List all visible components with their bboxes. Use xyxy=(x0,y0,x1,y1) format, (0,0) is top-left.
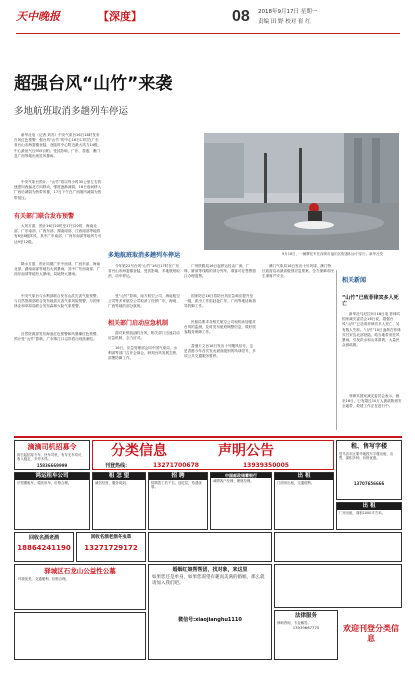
ad-legal: 法律服务 律师咨询，专业解答。 13939667775 xyxy=(274,610,338,660)
paragraph: 今年第22号台风“山竹”16日17时在广东省台山市海宴镇登陆，受其影响，多地航班取消、动车停运。 xyxy=(108,264,180,279)
subheadline: 多地航班取消多趟列车停运 xyxy=(14,106,129,117)
ad-rent: 租 怎 望 诚信经营，服务周到。 xyxy=(92,472,146,530)
section-name: 【深度】 xyxy=(98,10,142,23)
date-line: 2018年9月17日 星期一 xyxy=(258,9,318,15)
paragraph: 国家防总16日将防台风应急响应提升至一级，派出工作组赶赴广东、广西等地协助指导防御工作。 xyxy=(184,294,256,309)
paragraph: 香港天文台16日发出十号飓风信号，这是香港今年首次发出最高级别的风球信号，多项公共交通服务暂停。 xyxy=(184,344,256,359)
paragraph: 澳门气象局16日发出十号风球，澳门特区政府启动最高级别应急预案，全力保障市民生命财产安全。 xyxy=(262,264,334,279)
newspaper-logo: 天中晚报 xyxy=(16,10,60,23)
ad-grid-cell xyxy=(148,532,272,562)
paragraph: 中央气象台预计，“山竹”将以每小时30公里左右的速度向西偏北方向移动，强度逐渐减弱，16日夜间移入广西后减弱为热带风暴，17日下午在广西境内减弱为热带低压。 xyxy=(14,180,102,200)
ad-recycle-cordyceps: 回收名酒老酒冬虫草 13271729172 xyxy=(76,532,146,562)
ad-recycle-liquor: 回收名酒老酒 18864241190 xyxy=(14,532,74,562)
header-rule xyxy=(16,33,400,34)
paragraph: 大风方面，预计16日20时至17日20时，海南北部、广东南部、广西东部、湖南南部、江西南部等地将有6至8级阵风，其中广东南部、广西东南部等地风力可达9至12级。 xyxy=(14,224,102,244)
paragraph: 受“山竹”影响，南方航空公司、海南航空公司等多家航空公司取消了经停广东、海南、广西等地的部分航班。 xyxy=(108,294,180,309)
ad-cemetery: 驿城区石龙山公益性公墓 环境优美，交通便利，价格合理。 xyxy=(14,564,146,610)
ad-recruit: 招 聘 招聘普工若干名，包吃住，待遇优厚。 xyxy=(148,472,208,530)
sidebar-label: 相关新闻 xyxy=(342,277,367,284)
ad-grid-cell xyxy=(14,612,146,660)
flood-photo xyxy=(204,133,399,250)
ad-bank: 中国邮政储蓄银行 诚聘客户经理、理财经理。 xyxy=(210,472,272,530)
paragraph: 降水方面，预计同期广东中西部、广西东部、海南北部、湖南南部等地有大到暴雨，其中广东西南部、广西东南部等地有大暴雨，局地特大暴雨。 xyxy=(14,262,101,277)
sidebar-text: 菲律宾国家减灾委员会表示，截至16日，已有超过10万人被疏散到安全地带，救援工作正在进行中。 xyxy=(342,394,402,409)
ad-car-rental: 鸿运租车公司 长短期租车，婚庆用车，价格合理。 xyxy=(14,472,90,530)
paragraph: 广州铁路局16日起停运经由广深、广珠、厦深等线路的部分列车，乘客可在售票窗口办理退票。 xyxy=(184,264,256,279)
lead-paragraph: 新华社电（记者 刘苏）中央气象台16日18时发布台风红色预警：强台风“山竹”的中心16日17时在广东省台山市海宴镇登陆，登陆时中心附近最大风力14级，中心最低气压955百帕。受其影响，广东、香港、澳门及广西等地出现狂风暴雨。 xyxy=(14,133,102,158)
ad-welcome: 欢迎刊登分类信息 xyxy=(343,624,399,643)
paragraph: 民航局要求各相关航空公司和机场加强对台风的监测，及时发布航班调整信息，做好旅客服务保障工作。 xyxy=(184,320,256,335)
ad-lease: 出 租 门面房出租，交通便利。 xyxy=(274,472,334,530)
paragraph: 中央气象台与水利部联合发布山洪灾害气象预警，与自然资源部联合发布地质灾害气象风险预警，与国家林业和草原局联合发布森林火险气象预警。 xyxy=(14,294,101,309)
headline: 超强台风“山竹”来袭 xyxy=(14,74,173,94)
ad-grid-cell xyxy=(274,564,402,608)
sidebar-text: 新华社马尼拉9月16日电 菲律宾国家减灾委员会16日说，超强台风“山竹”已造成菲律宾多人死亡，另有数人失踪。“山竹”15日凌晨在菲律宾吕宋岛北部登陆，给当地带来狂风暴雨，引发洪水和山体滑坡，大量民众被疏散。 xyxy=(342,312,401,348)
editor-line: 责编 田 野 校对 崔 红 xyxy=(258,19,311,25)
ad-lease: 出 租 厂房出租，面积1000平方米。 xyxy=(336,502,402,530)
photo-caption: 9月16日，一辆摩托车在深圳市福田区街道积水中穿行。新华社发 xyxy=(282,252,384,256)
section-subhead: 有关部门联合发布预警 xyxy=(14,213,75,220)
ad-matchmaking: 婚姻红娘帮帮团，找对象，来这里 如果您还是单身，如果您渴望有趣而美满的婚姻，那么就请加入我们吧。 微信号:xiaojianghu1110 xyxy=(148,564,272,660)
classified-banner: 分类信息 声明公告 刊登热线： 13271700678 13939350005 xyxy=(92,440,334,470)
paragraph: 面对来势汹汹的台风，相关部门迅速启动应急机制，全力应对。 xyxy=(108,331,180,341)
paragraph: 自然资源部发布海浪红色预警和风暴潮红色预警，预计受“山竹”影响，广东珠江口沿岸将出现高潮位。 xyxy=(14,332,101,342)
ad-grid-cell xyxy=(274,532,402,562)
photo-subhead: 多地航班取消多趟列车停运 xyxy=(108,252,181,259)
page-number: 08 xyxy=(232,8,250,25)
section-subhead: 相关部门启动应急机制 xyxy=(108,320,169,327)
ad-office-rent: 租、售写字楼 驻马店市区繁华地段写字楼出租、出售，面积多种，价格优惠。 13707656666 xyxy=(336,440,402,500)
ad-didi: 滴滴司机招募令 即日起招募专车、快车司机，有车无车均可，收入稳定，多劳多得。 15836669999 xyxy=(14,440,90,470)
paragraph: 16日，应急管理部会同中国气象局、水利部等部门召开会商会，研判台风发展态势，部署防御工作。 xyxy=(108,346,180,361)
sidebar-title: “山竹”已致菲律宾多人死亡 xyxy=(342,295,399,308)
